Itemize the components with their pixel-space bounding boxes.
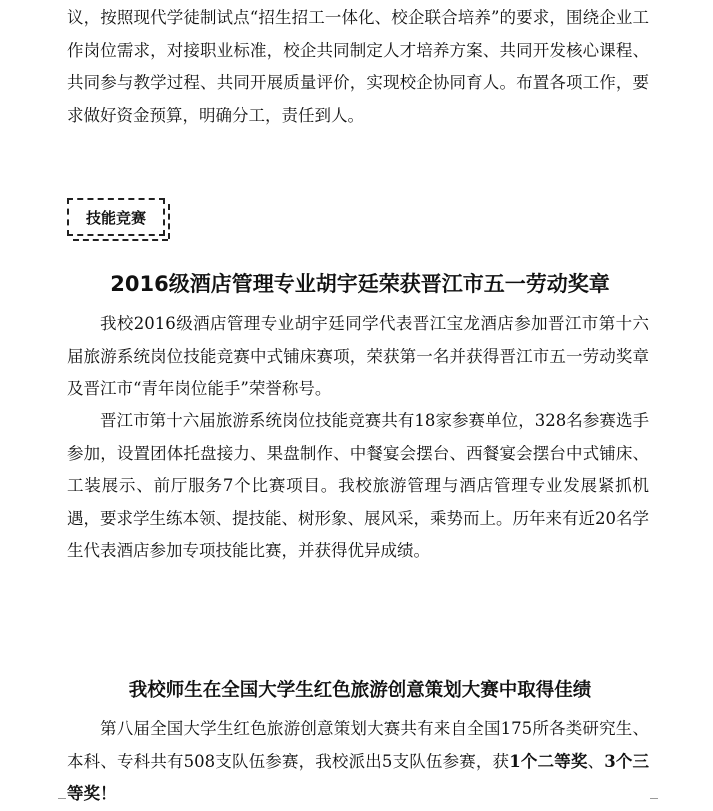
article1-paragraph1: 我校2016级酒店管理专业胡宇廷同学代表晋江宝龙酒店参加晋江市第十六届旅游系统岗位技能竞赛中式铺床赛项，荣获第一名并获得晋江市五一劳动奖章及晋江市“青年岗位能手”荣誉称号。: [67, 314, 649, 398]
award-second-prize: 1个二等奖: [509, 751, 588, 771]
article1-title: 2016级酒店管理专业胡宇廷荣获晋江市五一劳动奖章: [110, 272, 610, 296]
award-separator: 、: [587, 751, 605, 771]
award-ending: ！: [100, 784, 117, 803]
article2-paragraph-text: 第八届全国大学生红色旅游创意策划大赛共有来自全国175所各类研究生、本科、专科共有508支队伍参赛，我校派出5支队伍参赛，获: [67, 719, 649, 771]
award-third-prize: 3个三等奖: [67, 751, 650, 803]
article1-paragraph2: 晋江市第十六届旅游系统岗位技能竞赛共有18家参赛单位，328名参赛选手参加，设置团体托盘接力、果盘制作、中餐宴会摆台、西餐宴会摆台中式铺床、工装展示、前厅服务7个比赛项目。我校旅游管理与酒店管理专业发展紧抓机遇，要求学生练本领、提技能、树形象、展风采，乘势而上。历年来有近20名学生代表酒店参加专项技能比赛，并获得优异成绩。: [67, 411, 649, 560]
intro-paragraph: 议，按照现代学徒制试点“招生招工一体化、校企联合培养”的要求，围绕企业工作岗位需求，对接职业标准，校企共同制定人才培养方案、共同开发核心课程、共同参与教学过程、共同开展质量评价，实现校企协同育人。布置各项工作，要求做好资金预算，明确分工，责任到人。: [67, 8, 649, 125]
section-tag-shadow-bottom: [73, 236, 168, 241]
section-tag-shadow-right: [165, 204, 170, 239]
article2-title: 我校师生在全国大学生红色旅游创意策划大赛中取得佳绩: [128, 680, 592, 701]
section-tag: 技能竞赛: [67, 198, 165, 236]
article2-paragraph: [67, 713, 649, 811]
